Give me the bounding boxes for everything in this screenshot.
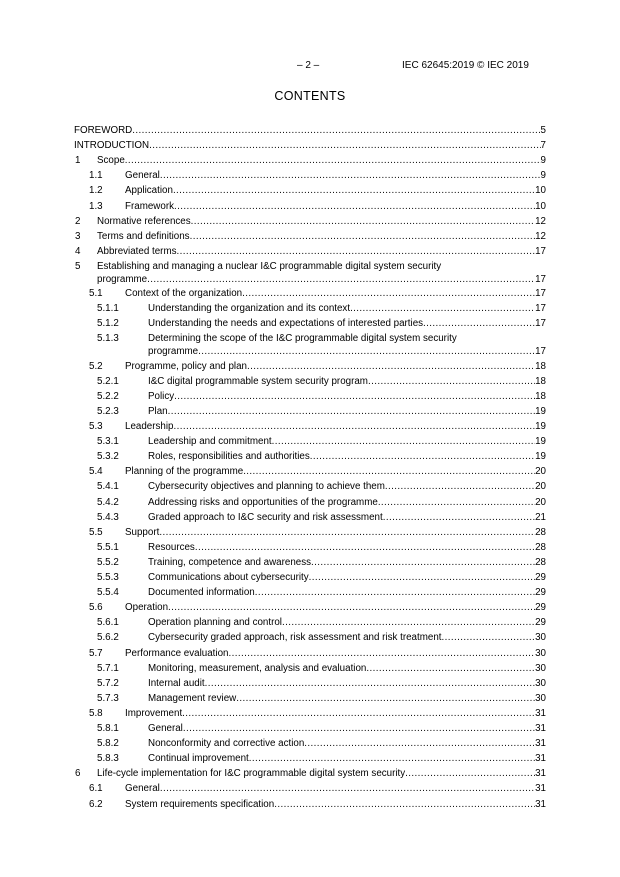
toc-entry-title: Internal audit <box>148 677 205 689</box>
toc-entry-title: Roles, responsibilities and authorities <box>148 451 310 463</box>
dot-leader <box>168 601 535 615</box>
toc-entry-title: Monitoring, measurement, analysis and evaluation <box>148 662 367 674</box>
toc-entry[interactable] <box>0 722 620 737</box>
toc-entry[interactable] <box>0 707 620 722</box>
page-number: – 2 – <box>297 60 320 71</box>
toc-entry-page: 31 <box>535 753 546 765</box>
toc-entry-number: 5.1.3 <box>97 333 119 345</box>
toc-entry-page: 20 <box>535 466 546 478</box>
toc-entry[interactable] <box>0 601 620 616</box>
toc-entry-title: Cybersecurity graded approach, risk assessment and risk treatment <box>148 632 442 644</box>
dot-leader <box>191 215 535 229</box>
dot-leader <box>205 677 535 691</box>
toc-entry-number: 5.5.2 <box>97 556 119 568</box>
toc-entry-number: 5.6.2 <box>97 632 119 644</box>
toc-entry-title: Cybersecurity objectives and planning to achieve them <box>148 481 385 493</box>
toc-entry[interactable] <box>0 154 620 169</box>
toc-entry-page: 17 <box>535 318 546 330</box>
toc-entry-title: Communications about cybersecurity <box>148 572 309 583</box>
toc-entry-title: Continual improvement <box>148 753 249 765</box>
toc-entry-page: 28 <box>535 556 546 568</box>
toc-entry[interactable] <box>0 375 620 390</box>
toc-entry[interactable] <box>0 480 620 495</box>
toc-entry-number: 5.3 <box>89 421 103 432</box>
dot-leader <box>272 435 535 449</box>
toc-entry-number: 5.7.1 <box>97 662 119 674</box>
toc-entry-number: 1.3 <box>89 200 103 212</box>
toc-entry[interactable] <box>0 317 620 332</box>
toc-entry[interactable] <box>0 767 620 782</box>
toc-entry-title: Graded approach to I&C security and risk assessment <box>148 511 383 523</box>
toc-entry[interactable] <box>0 405 620 420</box>
dot-leader <box>173 184 535 198</box>
toc-entry-page: 18 <box>535 375 546 387</box>
dot-leader <box>160 169 541 183</box>
toc-entry-page: 31 <box>535 707 546 719</box>
toc-entry-page: 30 <box>535 647 546 659</box>
toc-entry-number: 5.4.3 <box>97 511 119 523</box>
toc-entry-title: Understanding the organization and its context <box>148 303 351 315</box>
toc-entry-number: 5.8.1 <box>97 723 119 734</box>
dot-leader <box>282 616 535 630</box>
toc-entry-page: 20 <box>535 481 546 493</box>
toc-entry[interactable] <box>0 662 620 677</box>
toc-entry-page: 18 <box>535 360 546 372</box>
toc-entry-title: Documented information <box>148 587 255 599</box>
dot-leader <box>442 631 536 645</box>
toc-entry-number: 5.8 <box>89 707 103 719</box>
dot-leader <box>383 511 535 525</box>
toc-entry-title: programme <box>97 273 148 285</box>
dot-leader <box>274 798 535 812</box>
toc-entry-number: 1.2 <box>89 185 103 197</box>
toc-entry[interactable] <box>0 287 620 302</box>
toc-entry-number: 5.2.1 <box>97 375 119 387</box>
toc-entry-page: 20 <box>535 496 546 508</box>
toc-entry[interactable] <box>0 435 620 450</box>
toc-entry[interactable] <box>0 798 620 813</box>
dot-leader <box>309 571 535 585</box>
toc-entry-number: 5.7 <box>89 647 103 659</box>
toc-entry-page: 12 <box>535 230 546 242</box>
dot-leader <box>243 465 535 479</box>
toc-entry-title: Framework <box>125 200 174 212</box>
toc-entry-page: 18 <box>535 390 546 402</box>
toc-entry[interactable] <box>0 169 620 184</box>
toc-entry-title: Scope <box>97 155 125 167</box>
dot-leader <box>385 480 535 494</box>
toc-entry-page: 30 <box>535 632 546 644</box>
dot-leader <box>159 526 535 540</box>
dot-leader <box>247 360 535 374</box>
toc-entry-title: Application <box>125 185 173 197</box>
dot-leader <box>168 405 535 419</box>
toc-entry-page: 10 <box>535 185 546 197</box>
toc-entry-number: 1 <box>75 155 81 167</box>
dot-leader <box>366 662 535 676</box>
toc-entry-page: 31 <box>535 738 546 750</box>
dot-leader <box>304 737 535 751</box>
toc-entry-page: 30 <box>535 677 546 689</box>
toc-entry[interactable] <box>0 677 620 692</box>
dot-leader <box>177 245 536 259</box>
toc-entry-page: 29 <box>535 572 546 583</box>
toc-entry[interactable] <box>0 450 620 465</box>
toc-entry[interactable] <box>0 571 620 586</box>
toc-entry-title: Improvement <box>125 707 183 719</box>
toc-entry-number: 2 <box>75 215 81 227</box>
toc-entry-number: 5.4.1 <box>97 481 119 493</box>
toc-entry-page: 29 <box>535 587 546 599</box>
toc-entry[interactable] <box>0 541 620 556</box>
toc-entry-page: 19 <box>535 451 546 463</box>
toc-entry[interactable] <box>0 782 620 797</box>
toc-entry-number: 5.8.2 <box>97 738 119 750</box>
toc-entry-page: 28 <box>535 526 546 538</box>
toc-entry-number: 5.1.2 <box>97 318 119 330</box>
toc-entry-page: 17 <box>535 273 546 285</box>
toc-entry-page: 9 <box>540 170 546 182</box>
dot-leader <box>195 541 535 555</box>
toc-entry-title: Terms and definitions <box>97 230 190 242</box>
toc-entry-number: 5.7.3 <box>97 692 119 704</box>
toc-entry-title: General <box>125 170 160 182</box>
toc-entry-page: 19 <box>535 436 546 448</box>
toc-entry-page: 21 <box>535 511 546 523</box>
toc-entry[interactable] <box>0 752 620 767</box>
toc-entry-title: Understanding the needs and expectations of interested parties <box>148 318 424 330</box>
toc-entry[interactable] <box>0 465 620 480</box>
toc-entry-number: 5.1 <box>89 288 103 300</box>
toc-entry-page: 17 <box>535 245 546 257</box>
dot-leader <box>198 345 535 359</box>
toc-entry-number: 6 <box>75 768 81 780</box>
toc-entry-number: 6.2 <box>89 798 103 810</box>
dot-leader <box>183 722 535 736</box>
toc-entry-title: System requirements specification <box>125 798 275 810</box>
toc-entry-title: Leadership <box>125 421 174 432</box>
toc-entry-number: 5.2 <box>89 360 103 372</box>
dot-leader <box>249 752 535 766</box>
toc-entry[interactable] <box>0 526 620 541</box>
toc-entry-title: Performance evaluation <box>125 647 229 659</box>
toc-entry-title-line1: Establishing and managing a nuclear I&C programmable digital system security <box>97 260 442 272</box>
toc-entry-page: 31 <box>535 723 546 734</box>
toc-entry[interactable] <box>0 420 620 435</box>
toc-entry-title: Management review <box>148 692 237 704</box>
toc-entry-number: 5.8.3 <box>97 753 119 765</box>
toc-entry-title: I&C digital programmable system security program <box>148 375 368 387</box>
dot-leader <box>147 273 535 287</box>
dot-leader <box>378 496 535 510</box>
toc-entry-title: Nonconformity and corrective action <box>148 738 305 750</box>
toc-entry-number: 5.5.1 <box>97 541 119 553</box>
dot-leader <box>228 647 535 661</box>
toc-entry-page: 10 <box>535 200 546 212</box>
toc-entry-title: Leadership and commitment <box>148 436 272 448</box>
toc-entry-title: FOREWORD <box>74 125 133 136</box>
toc-entry-page: 31 <box>535 783 546 795</box>
dot-leader <box>182 707 535 721</box>
toc-entry-number: 5.5.3 <box>97 572 119 583</box>
toc-entry-number: 5.3.2 <box>97 451 119 463</box>
toc-entry-title: Planning of the programme <box>125 466 244 478</box>
dot-leader <box>405 767 535 781</box>
toc-entry-number: 1.1 <box>89 170 103 182</box>
toc-entry-title: Resources <box>148 541 195 553</box>
toc-entry-number: 5.6.1 <box>97 617 119 629</box>
toc-entry-number: 5.7.2 <box>97 677 119 689</box>
toc-entry-title: Training, competence and awareness <box>148 556 312 568</box>
toc-entry-page: 31 <box>535 768 546 780</box>
toc-entry[interactable] <box>0 390 620 405</box>
toc-entry[interactable] <box>0 511 620 526</box>
toc-entry[interactable] <box>0 184 620 199</box>
toc-entry[interactable] <box>0 631 620 646</box>
dot-leader <box>368 375 535 389</box>
toc-entry[interactable] <box>0 124 620 139</box>
dot-leader <box>174 200 535 214</box>
toc-entry-title: programme <box>148 346 199 358</box>
toc-entry-title: Addressing risks and opportunities of the programme <box>148 496 378 508</box>
toc-entry[interactable] <box>0 230 620 245</box>
toc-entry[interactable] <box>0 496 620 511</box>
toc-entry-title: Normative references <box>97 215 191 227</box>
toc-entry-number: 5.4.2 <box>97 496 119 508</box>
toc-entry[interactable] <box>0 332 620 362</box>
dot-leader <box>125 154 541 168</box>
dot-leader <box>173 420 535 434</box>
toc-entry-title: Policy <box>148 390 175 402</box>
toc-entry-page: 29 <box>535 602 546 614</box>
dot-leader <box>423 317 535 331</box>
toc-entry[interactable] <box>0 692 620 707</box>
toc-entry[interactable] <box>0 737 620 752</box>
toc-entry-page: 19 <box>535 421 546 432</box>
dot-leader <box>132 124 540 138</box>
toc-entry-number: 3 <box>75 230 81 242</box>
toc-entry-title: Abbreviated terms <box>97 245 177 257</box>
toc-entry-page: 17 <box>535 346 546 358</box>
toc-entry-page: 19 <box>535 405 546 417</box>
toc-entry-number: 5.2.2 <box>97 390 119 402</box>
toc-entry[interactable] <box>0 260 620 290</box>
dot-leader <box>310 450 535 464</box>
toc-entry-page: 30 <box>535 662 546 674</box>
toc-entry-title: Life-cycle implementation for I&C programmable digital system security <box>97 768 406 780</box>
page-title: CONTENTS <box>274 89 346 103</box>
toc-entry-page: 7 <box>540 140 546 152</box>
dot-leader <box>190 230 536 244</box>
toc-entry-page: 28 <box>535 541 546 553</box>
toc-entry[interactable] <box>0 245 620 260</box>
toc-entry-number: 6.1 <box>89 783 103 795</box>
dot-leader <box>174 390 535 404</box>
toc-entry-number: 5.5.4 <box>97 587 119 599</box>
document-reference: IEC 62645:2019 © IEC 2019 <box>402 60 529 71</box>
dot-leader <box>160 782 535 796</box>
toc-entry-number: 5.1.1 <box>97 303 119 315</box>
toc-entry-number: 4 <box>75 245 81 257</box>
toc-entry[interactable] <box>0 215 620 230</box>
toc-entry-number: 5.2.3 <box>97 405 119 417</box>
toc-entry-title: Operation planning and control <box>148 617 282 629</box>
toc-entry-title-line1: Determining the scope of the I&C programmable digital system security <box>148 333 457 345</box>
toc-entry-page: 29 <box>535 617 546 629</box>
dot-leader <box>242 287 535 301</box>
toc-entry-page: 30 <box>535 692 546 704</box>
toc-entry[interactable] <box>0 139 620 154</box>
toc-entry[interactable] <box>0 647 620 662</box>
toc-entry[interactable] <box>0 586 620 601</box>
dot-leader <box>350 302 535 316</box>
toc-entry-title: Operation <box>125 602 169 614</box>
toc-entry[interactable] <box>0 556 620 571</box>
toc-entry-page: 5 <box>540 125 546 136</box>
toc-entry-number: 5.6 <box>89 602 103 614</box>
toc-entry-page: 9 <box>540 155 546 167</box>
toc-entry-title: General <box>148 723 183 734</box>
toc-entry-number: 5.3.1 <box>97 436 119 448</box>
toc-entry-title: General <box>125 783 160 795</box>
toc-entry-page: 17 <box>535 303 546 315</box>
toc-entry[interactable] <box>0 302 620 317</box>
toc-entry-title: Context of the organization <box>125 288 243 300</box>
dot-leader <box>236 692 535 706</box>
dot-leader <box>149 139 540 153</box>
toc-entry-page: 12 <box>535 215 546 227</box>
toc-entry-number: 5.5 <box>89 526 103 538</box>
dot-leader <box>255 586 535 600</box>
toc-entry-page: 31 <box>535 798 546 810</box>
toc-entry-number: 5 <box>75 260 81 272</box>
toc-entry[interactable] <box>0 200 620 215</box>
toc-entry-title: Support <box>125 526 160 538</box>
toc-entry-title: INTRODUCTION <box>74 140 150 152</box>
toc-entry-title: Plan <box>148 405 168 417</box>
toc-entry[interactable] <box>0 360 620 375</box>
toc-entry[interactable] <box>0 616 620 631</box>
toc-entry-page: 17 <box>535 288 546 300</box>
dot-leader <box>311 556 535 570</box>
toc-entry-number: 5.4 <box>89 466 103 478</box>
toc-entry-title: Programme, policy and plan <box>125 360 247 372</box>
